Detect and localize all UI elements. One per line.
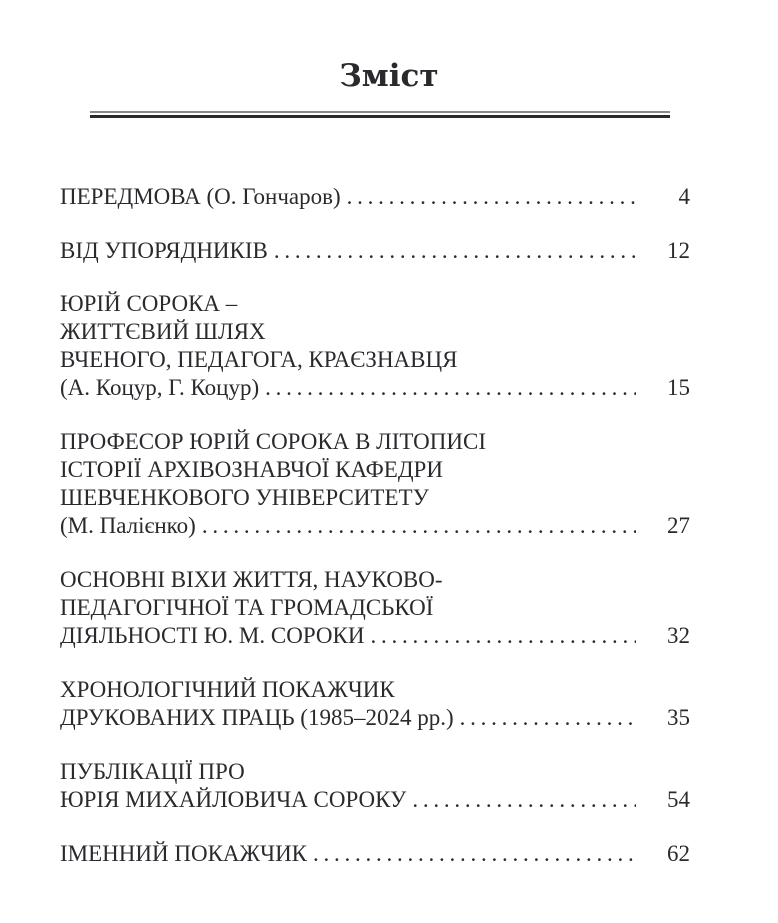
toc-page-number: 12	[667, 238, 690, 263]
toc-entry[interactable]	[60, 758, 690, 814]
toc-entry-text: ЮРІЙ СОРОКА –	[60, 291, 238, 316]
dot-leader	[202, 512, 636, 540]
dot-leader	[412, 786, 636, 814]
dot-leader	[370, 622, 636, 650]
dot-leader	[347, 183, 636, 211]
toc-entry-text: ХРОНОЛОГІЧНИЙ ПОКАЖЧИК	[60, 677, 395, 702]
toc-entry[interactable]	[60, 566, 690, 650]
toc-entry[interactable]	[60, 840, 690, 868]
dot-leader	[265, 374, 636, 402]
toc-page-number: 27	[667, 513, 690, 538]
toc-entry-text: ВЧЕНОГО, ПЕДАГОГА, КРАЄЗНАВЦЯ	[60, 347, 458, 372]
toc-entry[interactable]	[60, 183, 690, 211]
toc-entry-text: ПРОФЕСОР ЮРІЙ СОРОКА В ЛІТОПИСІ	[60, 429, 486, 454]
toc-entry[interactable]	[60, 290, 690, 402]
toc-entry-text: ПЕРЕДМОВА (О. Гончаров)	[60, 184, 341, 209]
toc-entry-text: ЮРІЯ МИХАЙЛОВИЧА СОРОКУ	[60, 787, 407, 812]
toc-entry-text: ОСНОВНІ ВІХИ ЖИТТЯ, НАУКОВО-	[60, 567, 443, 592]
title-rule-thin	[90, 111, 670, 113]
dot-leader	[313, 840, 636, 868]
page-title: Зміст	[339, 58, 439, 94]
toc-entry-text: (А. Коцур, Г. Коцур)	[60, 375, 260, 400]
toc-page-number: 54	[667, 787, 690, 812]
toc-entry[interactable]	[60, 676, 690, 732]
title-rule-thick	[90, 115, 670, 118]
toc-page-number: 15	[667, 375, 690, 400]
toc-entry-text: ДІЯЛЬНОСТІ Ю. М. СОРОКИ	[60, 623, 365, 648]
dot-leader	[460, 704, 636, 732]
toc-entry-text: ІСТОРІЇ АРХІВОЗНАВЧОЇ КАФЕДРИ	[60, 457, 443, 482]
toc-entry-text: ВІД УПОРЯДНИКІВ	[60, 238, 268, 263]
toc-page-number: 32	[667, 623, 690, 648]
toc-entry-text: ПУБЛІКАЦІЇ ПРО	[60, 759, 245, 784]
toc-entry[interactable]	[60, 237, 690, 265]
toc-page-number: 4	[678, 184, 690, 209]
toc-entry-text: ПЕДАГОГІЧНОЇ ТА ГРОМАДСЬКОЇ	[60, 595, 434, 620]
toc-entry-text: ШЕВЧЕНКОВОГО УНІВЕРСИТЕТУ	[60, 485, 429, 510]
dot-leader	[274, 237, 636, 265]
toc-entry-text: ІМЕННИЙ ПОКАЖЧИК	[60, 841, 308, 866]
toc-entry-text: (М. Палієнко)	[60, 513, 196, 538]
toc-entry[interactable]	[60, 428, 690, 540]
toc-page-number: 62	[667, 841, 690, 866]
toc-entry-text: ЖИТТЄВИЙ ШЛЯХ	[60, 319, 266, 344]
toc-entry-text: ДРУКОВАНИХ ПРАЦЬ (1985–2024 рр.)	[60, 705, 454, 730]
toc-page-number: 35	[667, 705, 690, 730]
